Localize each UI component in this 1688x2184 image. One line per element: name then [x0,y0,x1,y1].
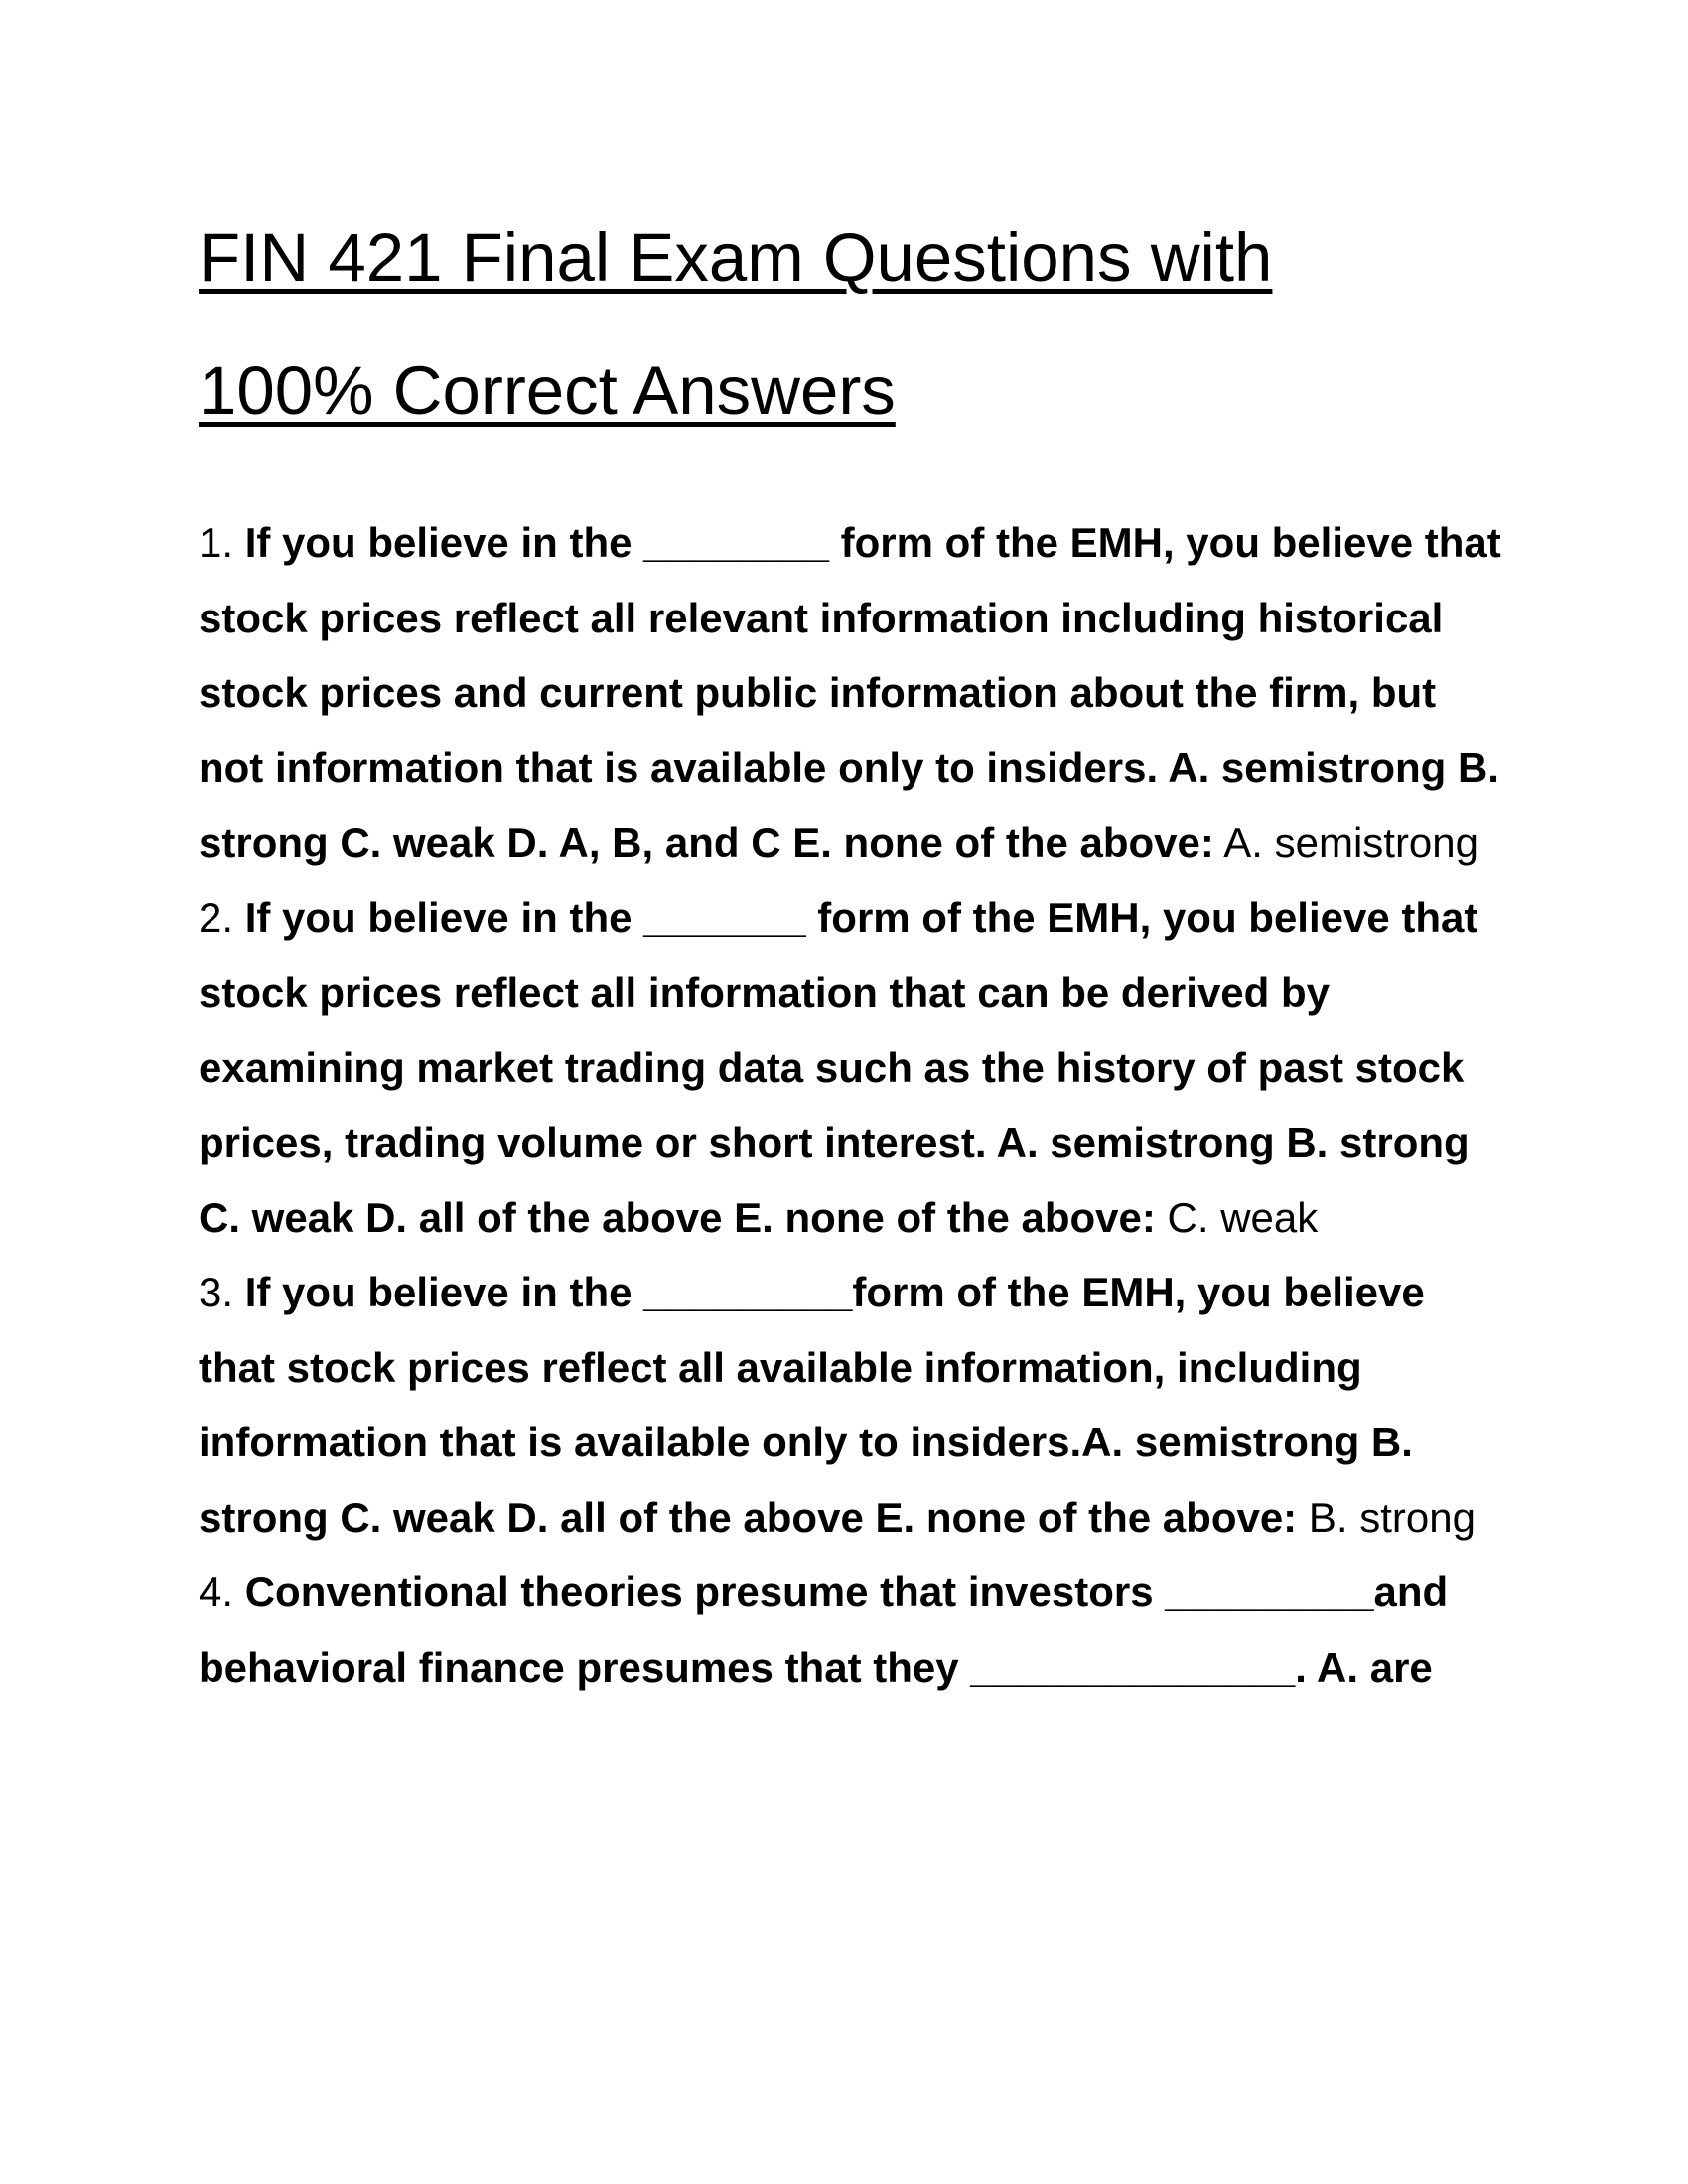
question-item [199,1555,1509,1705]
question-number: 3. [199,1269,234,1315]
question-number: 2. [199,893,234,941]
question-list [199,505,1509,1705]
title-line-1: FIN 421 Final Exam Questions with [199,219,1273,296]
question-text: If you believe in the ________ form of the EMH, you believe that stock prices reflect all relevant information including historical stock prices and current public information about the firm, but not information that is available only to insiders. A. semistrong B. strong C. weak D. A, B, and C E. none of the above: [199,519,1501,866]
question-answer: A. semistrong [1223,819,1479,866]
document-title [199,192,1509,458]
question-text: Conventional theories presume that investors _________and behavioral finance presumes that they ______________. A. are [199,1569,1449,1691]
question-number: 1. [199,519,234,566]
question-number: 4. [199,1569,234,1615]
question-text: If you believe in the _________form of the EMH, you believe that stock prices reflect all available information, including information that is available only to insiders.A. semistrong B. strong C. weak D. all of the above E. none of the above: [199,1269,1425,1541]
question-answer: C. weak [1167,1193,1319,1241]
question-answer: B. strong [1308,1493,1476,1541]
title-line-2: 100% Correct Answers [199,352,896,429]
question-item [199,505,1509,881]
question-item [199,1255,1509,1555]
question-item [199,881,1509,1256]
question-text: If you believe in the _______ form of the EMH, you believe that stock prices reflect all information that can be derived by examining market trading data such as the history of past stock prices, trading volume or short interest. A. semistrong B. strong C. weak D. all of the above E. none of the above: [199,893,1478,1241]
